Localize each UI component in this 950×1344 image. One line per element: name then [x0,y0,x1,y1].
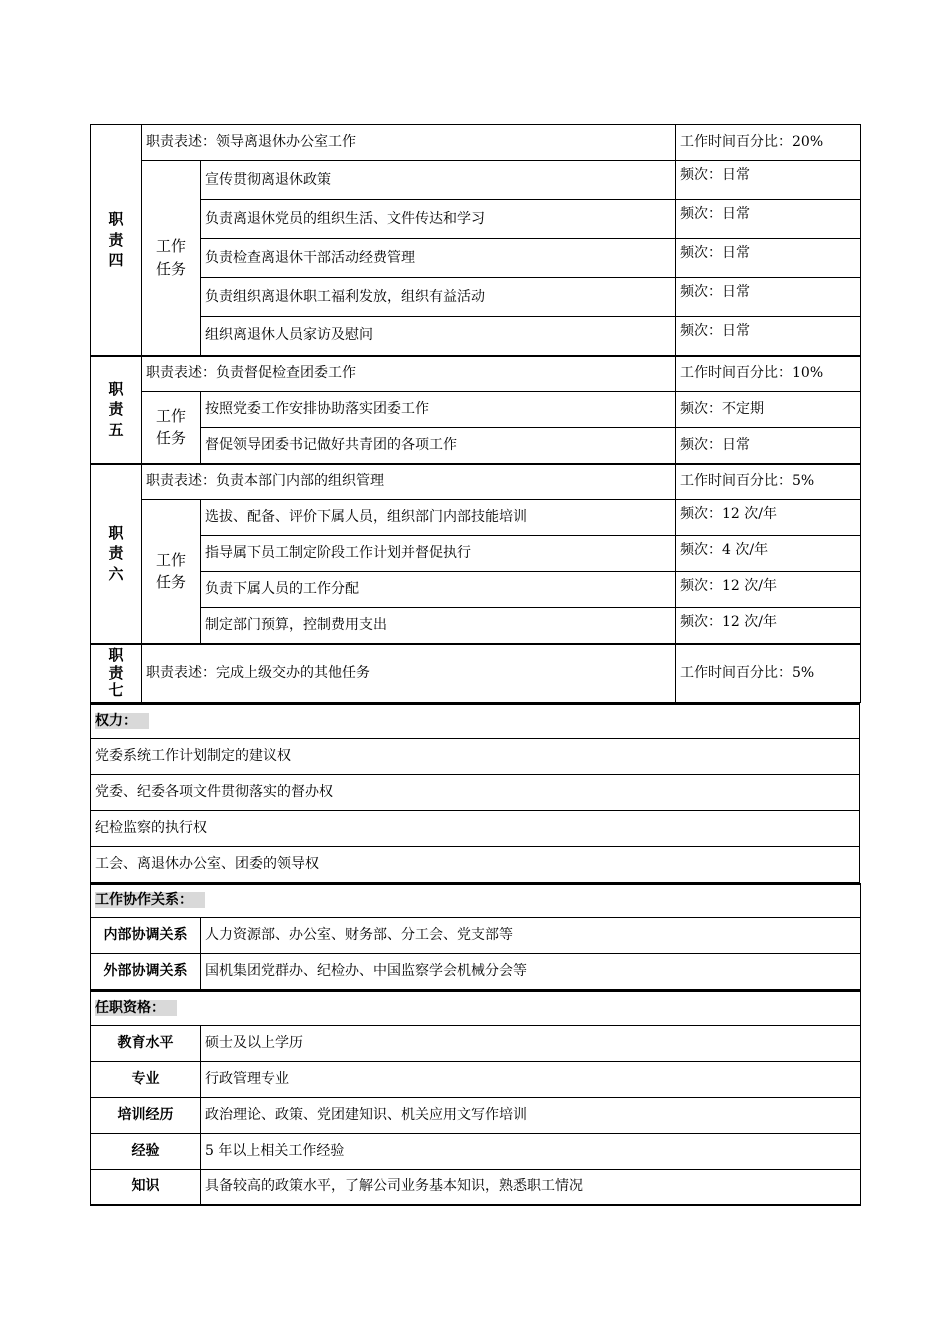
task-text: 组织离退休人员家访及慰问 [201,317,676,356]
table-row [91,428,861,464]
major-value: 行政管理专业 [201,1061,861,1097]
task-text: 负责下属人员的工作分配 [201,572,676,608]
task-frequency: 频次：12 次/年 [676,608,861,644]
duty-7-description: 职责表述：完成上级交办的其他任务 [142,644,676,703]
task-text: 宣传贯彻离退休政策 [201,161,676,200]
duty-6-task-label: 工作 任务 [142,500,201,644]
task-frequency: 频次：日常 [676,278,861,317]
table-row [91,918,861,954]
table-row [91,536,861,572]
duty-6-label: 职 责 六 [91,464,142,644]
list-item [91,846,860,882]
knowledge-value: 具备较高的政策水平，了解公司业务基本知识，熟悉职工情况 [201,1169,861,1205]
duty-6-description: 职责表述：负责本部门内部的组织管理 [142,464,676,500]
training-value: 政治理论、政策、党团建知识、机关应用文写作培训 [201,1097,861,1133]
table-row [91,161,861,200]
external-coordination-label: 外部协调关系 [91,954,201,990]
task-text: 负责组织离退休职工福利发放，组织有益活动 [201,278,676,317]
education-label: 教育水平 [91,1025,201,1061]
list-item [91,738,860,774]
duty-4-task-label: 工作 任务 [142,161,201,356]
table-row [91,392,861,428]
table-row [91,954,861,990]
duty-4-description-row [91,125,861,161]
duties-table [90,124,861,703]
job-description-page [90,124,860,1206]
task-frequency: 频次：日常 [676,200,861,239]
duty-4-description: 职责表述：领导离退休办公室工作 [142,125,676,161]
task-frequency: 频次：12 次/年 [676,572,861,608]
duty-6-description-row [91,464,861,500]
table-row [91,1061,861,1097]
task-frequency: 频次：12 次/年 [676,500,861,536]
authority-table [90,703,860,883]
authority-item: 党委系统工作计划制定的建议权 [91,738,860,774]
qualifications-table [90,990,861,1206]
table-row [91,1133,861,1169]
task-frequency: 频次：日常 [676,428,861,464]
duty-5-label: 职 责 五 [91,356,142,464]
qualifications-title: 任职资格： [91,991,861,1025]
table-row [91,1169,861,1205]
task-text: 督促领导团委书记做好共青团的各项工作 [201,428,676,464]
authority-item: 工会、离退休办公室、团委的领导权 [91,846,860,882]
task-text: 选拔、配备、评价下属人员，组织部门内部技能培训 [201,500,676,536]
authority-item: 纪检监察的执行权 [91,810,860,846]
training-label: 培训经历 [91,1097,201,1133]
cooperation-table [90,883,861,991]
table-row [91,572,861,608]
task-frequency: 频次：日常 [676,317,861,356]
duty-6-percent: 工作时间百分比：5% [676,464,861,500]
table-row [91,239,861,278]
authority-title: 权力： [91,704,860,738]
task-frequency: 频次：日常 [676,161,861,200]
task-text: 制定部门预算，控制费用支出 [201,608,676,644]
duty-5-description-row [91,356,861,392]
duty-5-percent: 工作时间百分比：10% [676,356,861,392]
task-text: 负责离退休党员的组织生活、文件传达和学习 [201,200,676,239]
table-row [91,1097,861,1133]
duty-4-label: 职 责 四 [91,125,142,356]
experience-label: 经验 [91,1133,201,1169]
table-row [91,278,861,317]
education-value: 硕士及以上学历 [201,1025,861,1061]
experience-value: 5 年以上相关工作经验 [201,1133,861,1169]
table-row [91,500,861,536]
list-item [91,774,860,810]
duty-7-percent: 工作时间百分比：5% [676,644,861,703]
task-text: 负责检查离退休干部活动经费管理 [201,239,676,278]
table-row [91,608,861,644]
knowledge-label: 知识 [91,1169,201,1205]
duty-7-label: 职 责 七 [91,644,142,703]
task-text: 按照党委工作安排协助落实团委工作 [201,392,676,428]
table-row [91,317,861,356]
cooperation-title: 工作协作关系： [91,884,861,918]
list-item [91,810,860,846]
duty-5-description: 职责表述：负责督促检查团委工作 [142,356,676,392]
duty-7-description-row [91,644,861,703]
duty-4-percent: 工作时间百分比：20% [676,125,861,161]
duty-5-task-label: 工作 任务 [142,392,201,464]
task-text: 指导属下员工制定阶段工作计划并督促执行 [201,536,676,572]
table-row [91,1025,861,1061]
major-label: 专业 [91,1061,201,1097]
task-frequency: 频次：不定期 [676,392,861,428]
task-frequency: 频次：日常 [676,239,861,278]
authority-item: 党委、纪委各项文件贯彻落实的督办权 [91,774,860,810]
external-coordination-value: 国机集团党群办、纪检办、中国监察学会机械分会等 [201,954,861,990]
task-frequency: 频次：4 次/年 [676,536,861,572]
internal-coordination-value: 人力资源部、办公室、财务部、分工会、党支部等 [201,918,861,954]
internal-coordination-label: 内部协调关系 [91,918,201,954]
table-row [91,200,861,239]
